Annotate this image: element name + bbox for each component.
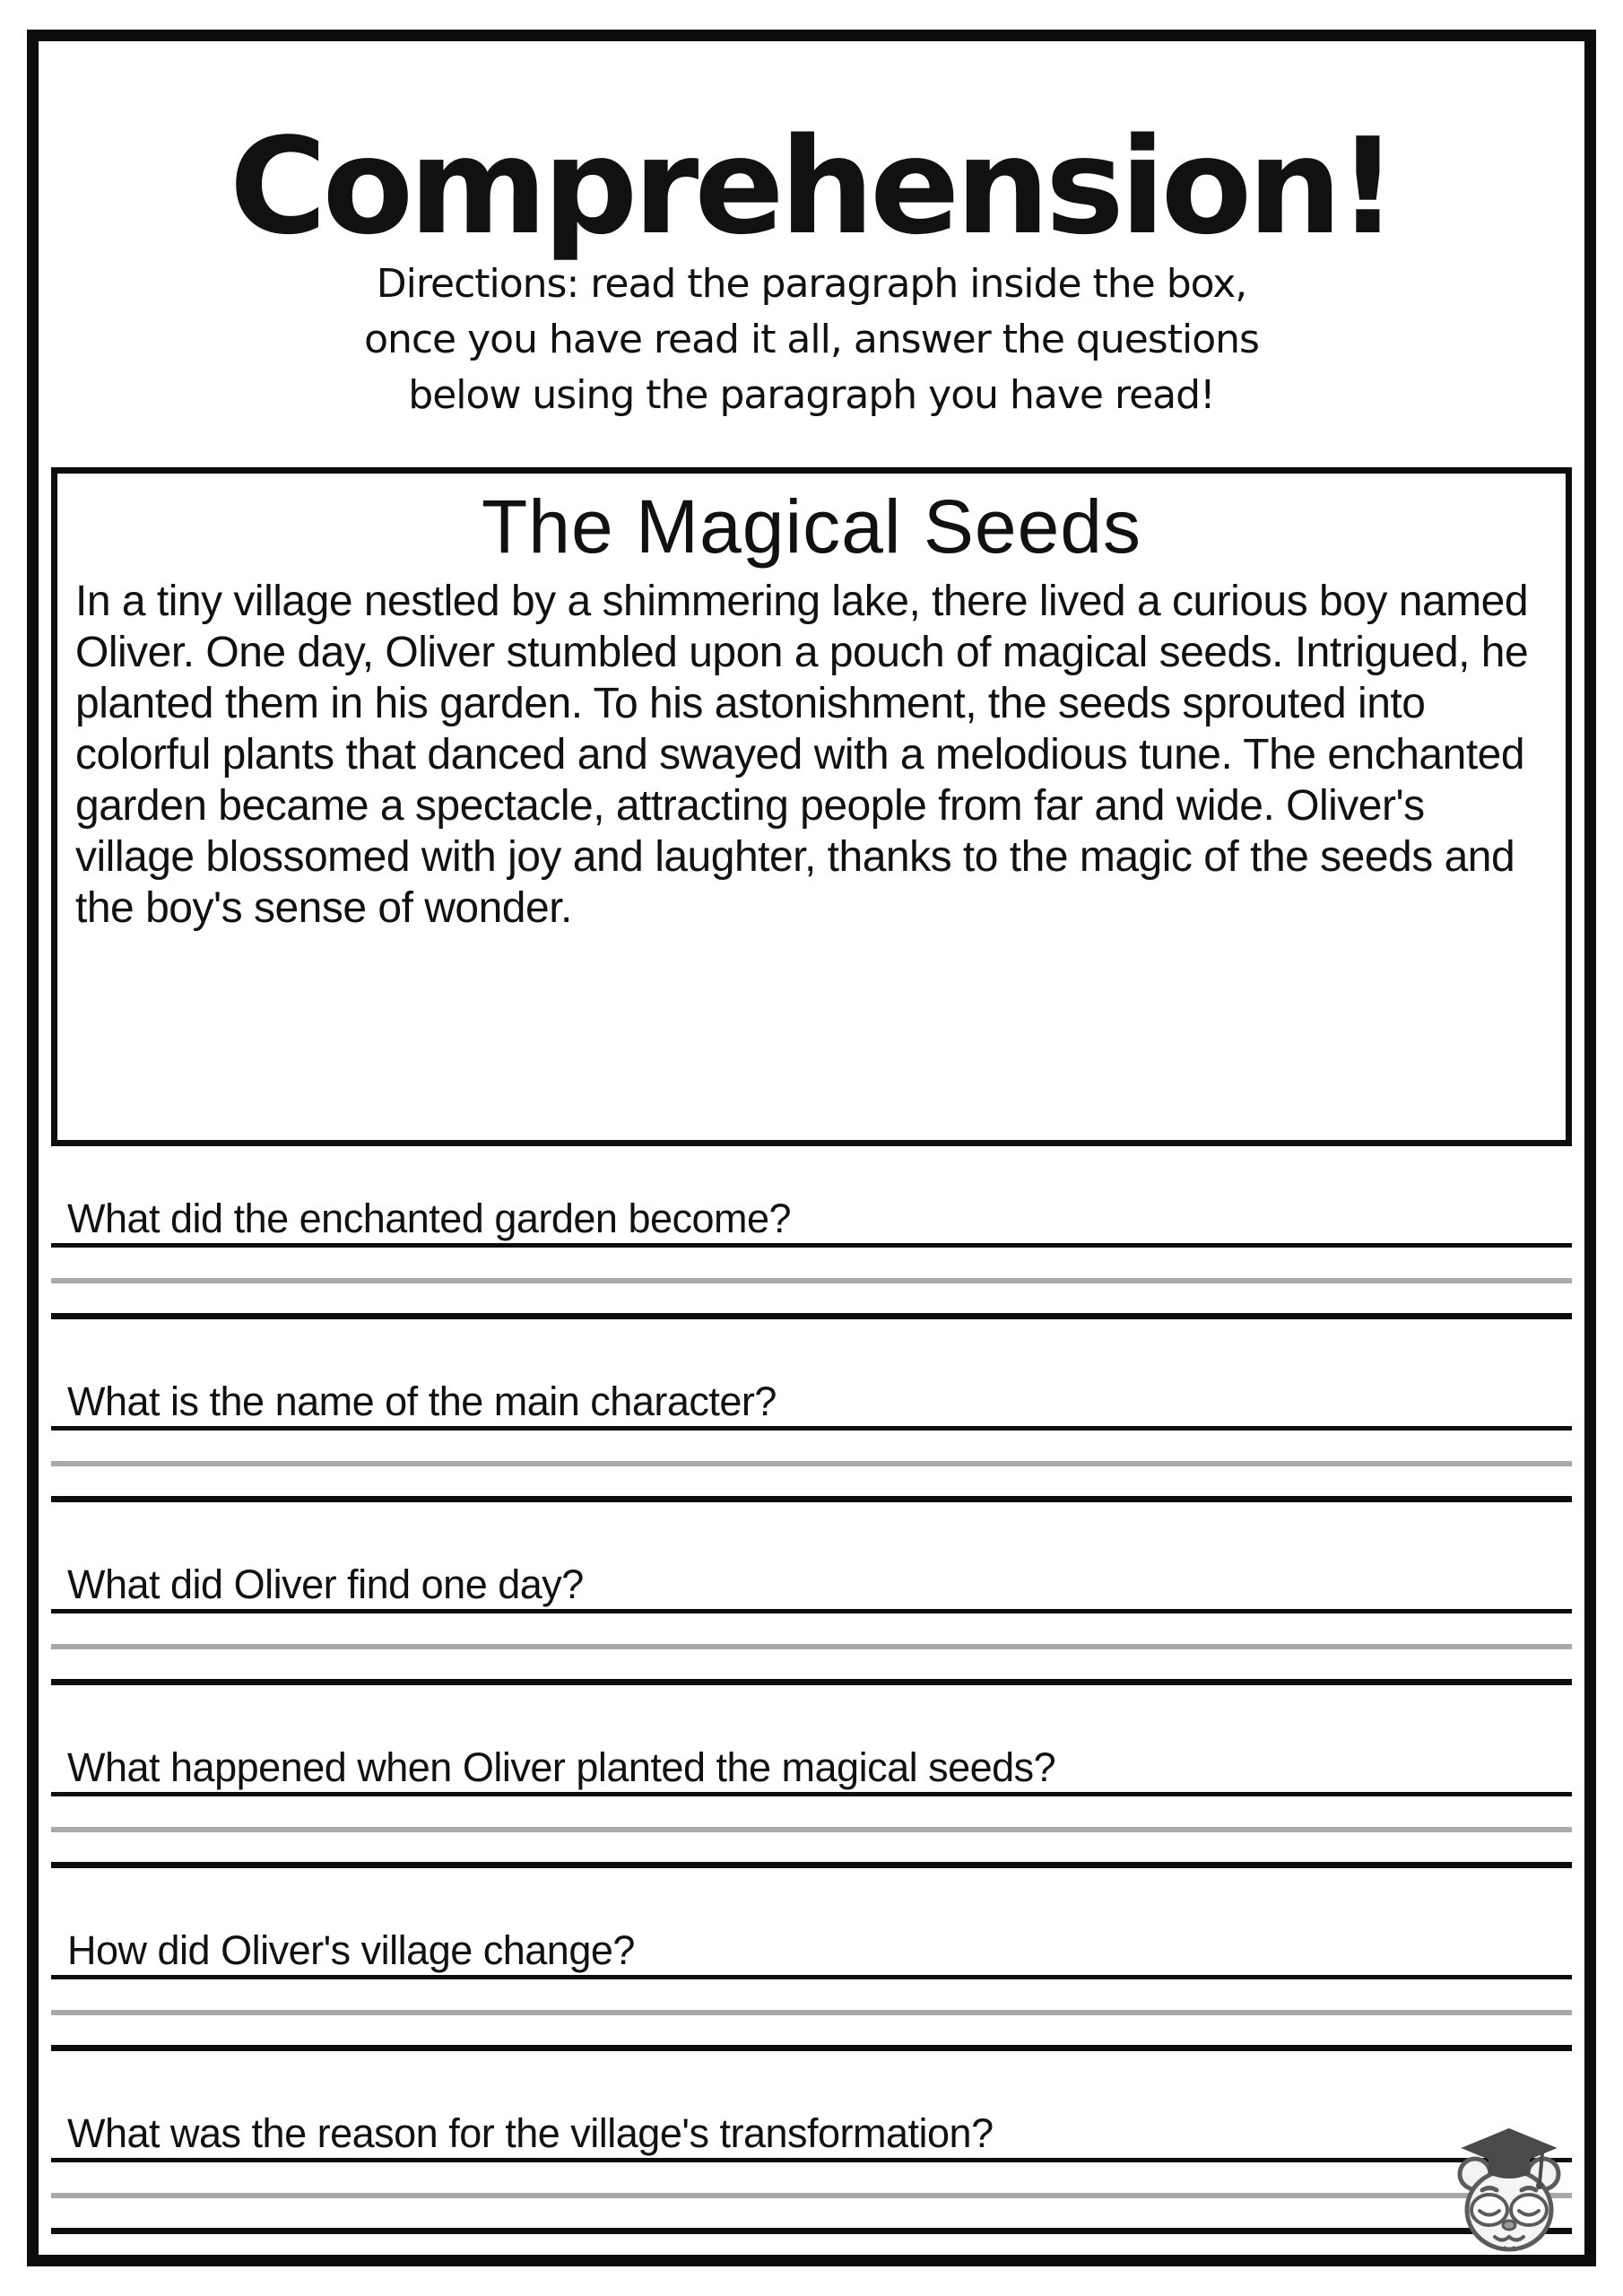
question-text: What was the reason for the village's transformation? — [51, 2081, 1572, 2162]
question-text: What did the enchanted garden become? — [51, 1166, 1572, 1248]
answer-line-black — [51, 2045, 1572, 2051]
question-block — [51, 1532, 1572, 1685]
question-block — [51, 1898, 1572, 2051]
passage-title: The Magical Seeds — [481, 484, 1142, 569]
passage-body: In a tiny village nestled by a shimmering lake, there lived a curious boy named Oliver. One day, Oliver stumbled upon a pouch of magical seeds. Intrigued, he planted them in his garden. To his astonishment, the seeds sprouted into colorful plants that danced and swayed with a melodious tune. The enchanted garden became a spectacle, attracting people from far and wide. Oliver's village blossomed with joy and laughter, thanks to the magic of the seeds and the boy's sense of wonder. — [75, 578, 1529, 933]
question-text: How did Oliver's village change? — [51, 1898, 1572, 1979]
question-text: What is the name of the main character? — [51, 1349, 1572, 1431]
answer-line-black — [51, 1862, 1572, 1868]
question-block — [51, 1166, 1572, 1319]
answer-line-gray — [51, 1827, 1572, 1832]
answer-line-gray — [51, 2010, 1572, 2015]
directions-line-1: Directions: read the paragraph inside the box, — [376, 261, 1247, 307]
answer-line-black — [51, 1313, 1572, 1319]
question-text: What did Oliver find one day? — [51, 1532, 1572, 1613]
passage-box — [51, 467, 1572, 1146]
questions-section — [51, 1166, 1572, 2264]
question-text: What happened when Oliver planted the magical seeds? — [51, 1715, 1572, 1796]
answer-line-gray — [51, 1461, 1572, 1466]
directions-text — [0, 257, 1623, 423]
question-block — [51, 1349, 1572, 1502]
answer-line-black — [51, 1496, 1572, 1502]
answer-line-black — [51, 1679, 1572, 1685]
graduate-panda-icon — [1454, 2124, 1564, 2258]
question-block — [51, 1715, 1572, 1868]
answer-line-gray — [51, 1278, 1572, 1283]
question-block — [51, 2081, 1572, 2234]
answer-line-gray — [51, 1644, 1572, 1649]
answer-line-gray — [51, 2193, 1572, 2198]
answer-line-black — [51, 2228, 1572, 2234]
worksheet-title: Comprehension! — [229, 109, 1394, 265]
directions-line-3: below using the paragraph you have read! — [408, 372, 1215, 418]
directions-line-2: once you have read it all, answer the questions — [364, 317, 1259, 362]
